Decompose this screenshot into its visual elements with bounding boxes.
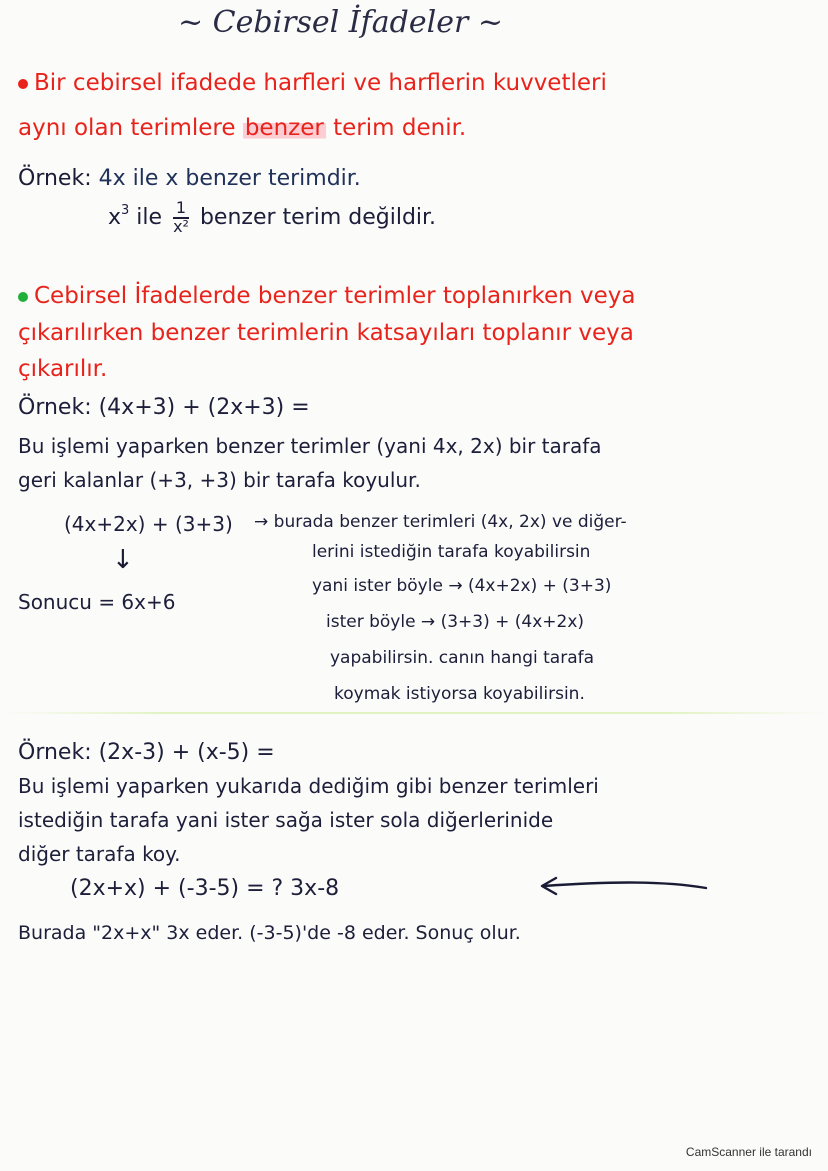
rule-line-3: çıkarılır. [18,356,108,382]
note-line-4: ister böyle → (3+3) + (4x+2x) [326,612,585,632]
example-1-text: 4x ile x benzer terimdir. [98,166,361,191]
result-line: Sonucu = 6x+6 [18,590,176,614]
example-2-heading: Örnek: (4x+3) + (2x+3) = [18,395,310,420]
rule-line-2: çıkarılırken benzer terimlerin katsayıları toplanır veya [18,320,634,346]
definition-line-2-pre: aynı olan terimlere [18,115,243,141]
example-1-line [18,168,361,190]
example-2-base: x [108,204,122,230]
example-2-exponent: 3 [121,202,130,218]
fraction [173,200,189,236]
grouped-expression: (4x+2x) + (3+3) [64,512,233,536]
scanner-footer: CamScanner ile tarandı [685,1145,812,1159]
explanation-3-line-1: Bu işlemi yaparken yukarıda dediğim gibi benzer terimleri [18,774,599,798]
example-2-post: benzer terim değildir. [192,204,437,230]
bullet-icon [18,292,28,302]
definition-line-1-text: Bir cebirsel ifadede harfleri ve harflerin kuvvetleri [34,70,607,96]
definition-line-2 [18,117,466,140]
explanation-3-line-2: istediğin tarafa yani ister sağa ister sola diğerlerinide [18,808,554,832]
note-line-2: lerini istediğin tarafa koyabilirsin [312,542,591,562]
down-arrow-icon: ↓ [112,545,134,575]
explanation-line-1: Bu işlemi yaparken benzer terimler (yani 4x, 2x) bir tarafa [18,434,602,458]
calculation-line: (2x+x) + (-3-5) = ? 3x-8 [70,876,340,901]
note-line-5: yapabilirsin. canın hangi tarafa [330,648,595,668]
example-label: Örnek: [18,166,92,191]
bullet-icon [18,79,28,89]
example-2-line [108,200,436,236]
note-line-1: → burada benzer terimleri (4x, 2x) ve diğer- [254,512,627,532]
final-explanation: Burada "2x+x" 3x eder. (-3-5)'de -8 eder. Sonuç olur. [18,922,521,944]
page-title: ~ Cebirsel İfadeler ~ [178,5,503,40]
definition-line-2-post: terim denir. [325,115,467,141]
explanation-line-2: geri kalanlar (+3, +3) bir tarafa koyulur. [18,468,421,492]
example-2-mid: ile [129,204,170,230]
section-divider [0,712,828,714]
highlighted-term: benzer [244,115,324,141]
example-3-heading: Örnek: (2x-3) + (x-5) = [18,740,275,765]
fraction-numerator: 1 [173,200,189,219]
rule-line-1-text: Cebirsel İfadelerde benzer terimler toplanırken veya [34,283,636,309]
note-line-3: yani ister böyle → (4x+2x) + (3+3) [312,576,612,596]
explanation-3-line-3: diğer tarafa koy. [18,842,181,866]
fraction-denominator: x² [173,216,189,236]
left-arrow-icon [530,870,710,900]
rule-line-1 [18,285,636,308]
definition-line-1 [18,72,607,95]
note-line-6: koymak istiyorsa koyabilirsin. [334,684,585,704]
